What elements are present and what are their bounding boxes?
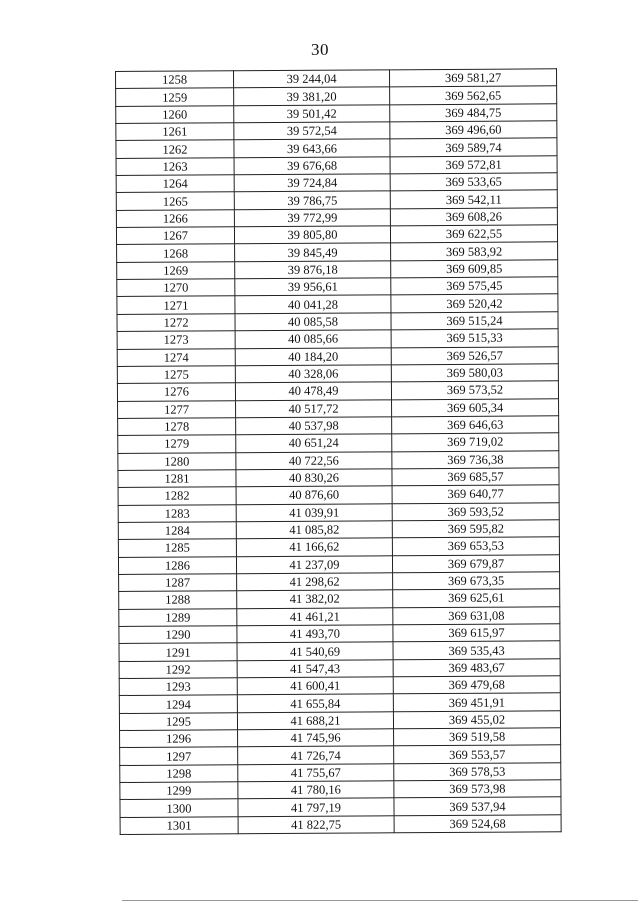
table-row (116, 225, 557, 245)
table-row (120, 763, 561, 783)
table-row (118, 537, 559, 557)
table-row (118, 485, 559, 505)
point-number-cell: 1297 (120, 747, 238, 765)
y-coordinate-cell: 369 455,02 (393, 711, 560, 729)
coordinates-table (115, 68, 562, 835)
table-row (118, 433, 559, 453)
y-coordinate-cell: 369 646,63 (392, 416, 559, 434)
table-row (116, 156, 557, 176)
point-number-cell: 1268 (117, 244, 235, 262)
point-number-cell: 1279 (118, 435, 236, 453)
y-coordinate-cell: 369 595,82 (392, 520, 559, 538)
table-row (118, 502, 559, 522)
point-number-cell: 1294 (119, 695, 237, 713)
y-coordinate-cell: 369 533,65 (390, 173, 557, 191)
page-number: 30 (311, 40, 329, 59)
y-coordinate-cell: 369 537,94 (394, 797, 561, 815)
point-number-cell: 1277 (118, 400, 236, 418)
y-coordinate-cell: 369 520,42 (391, 294, 558, 312)
y-coordinate-cell: 369 575,45 (391, 277, 558, 295)
x-coordinate-cell: 41 745,96 (238, 729, 394, 747)
table-row (120, 745, 561, 765)
x-coordinate-cell: 39 845,49 (235, 243, 391, 261)
point-number-cell: 1259 (116, 88, 234, 106)
point-number-cell: 1261 (116, 123, 234, 141)
x-coordinate-cell: 41 547,43 (237, 659, 393, 677)
y-coordinate-cell: 369 609,85 (391, 260, 558, 278)
point-number-cell: 1272 (117, 314, 235, 332)
x-coordinate-cell: 39 381,20 (234, 87, 390, 105)
point-number-cell: 1275 (117, 366, 235, 384)
y-coordinate-cell: 369 553,57 (394, 745, 561, 763)
point-number-cell: 1286 (118, 556, 236, 574)
y-coordinate-cell: 369 535,43 (393, 641, 560, 659)
x-coordinate-cell: 41 822,75 (238, 816, 394, 834)
x-coordinate-cell: 40 830,26 (236, 469, 392, 487)
y-coordinate-cell: 369 542,11 (390, 190, 557, 208)
point-number-cell: 1301 (120, 817, 238, 835)
y-coordinate-cell: 369 608,26 (390, 208, 557, 226)
table-row (119, 641, 560, 661)
y-coordinate-cell: 369 496,60 (390, 121, 557, 139)
x-coordinate-cell: 41 461,21 (237, 607, 393, 625)
point-number-cell: 1295 (119, 712, 237, 730)
y-coordinate-cell: 369 736,38 (392, 450, 559, 468)
y-coordinate-cell: 369 605,34 (392, 398, 559, 416)
table-row (118, 450, 559, 470)
table-row (117, 364, 558, 384)
point-number-cell: 1278 (118, 418, 236, 436)
point-number-cell: 1264 (116, 175, 234, 193)
table-row (117, 242, 558, 262)
x-coordinate-cell: 40 478,49 (235, 382, 391, 400)
table-row (116, 190, 557, 210)
point-number-cell: 1266 (116, 210, 234, 228)
table-row (119, 658, 560, 678)
table-row (118, 520, 559, 540)
x-coordinate-cell: 41 237,09 (236, 555, 392, 573)
x-coordinate-cell: 40 537,98 (236, 417, 392, 435)
point-number-cell: 1273 (117, 331, 235, 349)
y-coordinate-cell: 369 625,61 (393, 589, 560, 607)
y-coordinate-cell: 369 572,81 (390, 156, 557, 174)
y-coordinate-cell: 369 573,98 (394, 780, 561, 798)
x-coordinate-cell: 41 493,70 (237, 625, 393, 643)
x-coordinate-cell: 40 876,60 (236, 486, 392, 504)
y-coordinate-cell: 369 583,92 (391, 242, 558, 260)
table-row (117, 260, 558, 280)
y-coordinate-cell: 369 581,27 (389, 69, 556, 87)
x-coordinate-cell: 40 041,28 (235, 295, 391, 313)
point-number-cell: 1284 (118, 522, 236, 540)
point-number-cell: 1260 (116, 105, 234, 123)
table-row (118, 468, 559, 488)
table-row (119, 624, 560, 644)
x-coordinate-cell: 41 755,67 (238, 764, 394, 782)
x-coordinate-cell: 40 722,56 (236, 451, 392, 469)
x-coordinate-cell: 40 328,06 (235, 365, 391, 383)
point-number-cell: 1267 (116, 227, 234, 245)
point-number-cell: 1276 (117, 383, 235, 401)
point-number-cell: 1263 (116, 157, 234, 175)
y-coordinate-cell: 369 524,68 (394, 815, 561, 833)
table-row (117, 312, 558, 332)
point-number-cell: 1282 (118, 487, 236, 505)
x-coordinate-cell: 41 166,62 (236, 538, 392, 556)
table-row (118, 554, 559, 574)
point-number-cell: 1269 (117, 262, 235, 280)
table-row (119, 572, 560, 592)
y-coordinate-cell: 369 653,53 (392, 537, 559, 555)
point-number-cell: 1293 (119, 678, 237, 696)
point-number-cell: 1280 (118, 452, 236, 470)
y-coordinate-cell: 369 484,75 (390, 103, 557, 121)
x-coordinate-cell: 41 655,84 (237, 694, 393, 712)
point-number-cell: 1289 (119, 608, 237, 626)
y-coordinate-cell: 369 589,74 (390, 138, 557, 156)
x-coordinate-cell: 40 085,66 (235, 330, 391, 348)
x-coordinate-cell: 39 772,99 (234, 209, 390, 227)
y-coordinate-cell: 369 451,91 (393, 693, 560, 711)
point-number-cell: 1271 (117, 296, 235, 314)
x-coordinate-cell: 40 184,20 (235, 347, 391, 365)
x-coordinate-cell: 41 540,69 (237, 642, 393, 660)
y-coordinate-cell: 369 479,68 (393, 676, 560, 694)
table-row (119, 693, 560, 713)
point-number-cell: 1270 (117, 279, 235, 297)
point-number-cell: 1296 (120, 730, 238, 748)
table-row (117, 381, 558, 401)
y-coordinate-cell: 369 578,53 (394, 763, 561, 781)
table-row (120, 780, 561, 800)
point-number-cell: 1285 (118, 539, 236, 557)
y-coordinate-cell: 369 593,52 (392, 502, 559, 520)
y-coordinate-cell: 369 685,57 (392, 468, 559, 486)
point-number-cell: 1265 (116, 192, 234, 210)
table-row (120, 815, 561, 835)
x-coordinate-cell: 39 956,61 (235, 278, 391, 296)
x-coordinate-cell: 41 382,02 (237, 590, 393, 608)
table-row (117, 277, 558, 297)
point-number-cell: 1262 (116, 140, 234, 158)
y-coordinate-cell: 369 515,33 (391, 329, 558, 347)
point-number-cell: 1274 (117, 348, 235, 366)
point-number-cell: 1292 (119, 660, 237, 678)
x-coordinate-cell: 41 298,62 (237, 573, 393, 591)
y-coordinate-cell: 369 679,87 (392, 554, 559, 572)
y-coordinate-cell: 369 631,08 (393, 606, 560, 624)
y-coordinate-cell: 369 719,02 (392, 433, 559, 451)
table-row (119, 711, 560, 731)
table-row (118, 416, 559, 436)
y-coordinate-cell: 369 615,97 (393, 624, 560, 642)
y-coordinate-cell: 369 562,65 (390, 86, 557, 104)
table-row (119, 606, 560, 626)
table-row (120, 797, 561, 817)
x-coordinate-cell: 39 786,75 (234, 191, 390, 209)
x-coordinate-cell: 40 517,72 (236, 399, 392, 417)
point-number-cell: 1291 (119, 643, 237, 661)
table-row (119, 589, 560, 609)
page-bottom-edge (122, 900, 638, 901)
x-coordinate-cell: 39 643,66 (234, 139, 390, 157)
table-row (117, 294, 558, 314)
table-row (116, 86, 557, 106)
table-row (116, 103, 557, 123)
table-row (116, 121, 557, 141)
y-coordinate-cell: 369 515,24 (391, 312, 558, 330)
x-coordinate-cell: 41 780,16 (238, 781, 394, 799)
x-coordinate-cell: 39 876,18 (235, 261, 391, 279)
x-coordinate-cell: 39 244,04 (234, 70, 390, 88)
x-coordinate-cell: 40 085,58 (235, 313, 391, 331)
y-coordinate-cell: 369 622,55 (390, 225, 557, 243)
point-number-cell: 1299 (120, 782, 238, 800)
point-number-cell: 1258 (116, 71, 234, 89)
x-coordinate-cell: 39 724,84 (234, 174, 390, 192)
table-row (117, 329, 558, 349)
x-coordinate-cell: 41 726,74 (238, 746, 394, 764)
point-number-cell: 1300 (120, 799, 238, 817)
y-coordinate-cell: 369 673,35 (393, 572, 560, 590)
point-number-cell: 1298 (120, 765, 238, 783)
y-coordinate-cell: 369 483,67 (393, 658, 560, 676)
x-coordinate-cell: 41 039,91 (236, 503, 392, 521)
x-coordinate-cell: 41 600,41 (237, 677, 393, 695)
table-row (117, 346, 558, 366)
point-number-cell: 1281 (118, 470, 236, 488)
table-row (116, 173, 557, 193)
x-coordinate-cell: 39 676,68 (234, 157, 390, 175)
point-number-cell: 1283 (118, 504, 236, 522)
y-coordinate-cell: 369 580,03 (391, 364, 558, 382)
x-coordinate-cell: 39 501,42 (234, 105, 390, 123)
table-row (118, 398, 559, 418)
table-row (116, 69, 557, 89)
x-coordinate-cell: 39 805,80 (234, 226, 390, 244)
y-coordinate-cell: 369 573,52 (391, 381, 558, 399)
x-coordinate-cell: 41 688,21 (237, 712, 393, 730)
x-coordinate-cell: 41 797,19 (238, 798, 394, 816)
point-number-cell: 1287 (119, 574, 237, 592)
coordinates-table-body (116, 69, 562, 835)
table-row (116, 208, 557, 228)
table-row (116, 138, 557, 158)
x-coordinate-cell: 41 085,82 (236, 521, 392, 539)
table-row (120, 728, 561, 748)
x-coordinate-cell: 39 572,54 (234, 122, 390, 140)
table-row (119, 676, 560, 696)
x-coordinate-cell: 40 651,24 (236, 434, 392, 452)
y-coordinate-cell: 369 526,57 (391, 346, 558, 364)
y-coordinate-cell: 369 640,77 (392, 485, 559, 503)
point-number-cell: 1288 (119, 591, 237, 609)
y-coordinate-cell: 369 519,58 (394, 728, 561, 746)
point-number-cell: 1290 (119, 626, 237, 644)
